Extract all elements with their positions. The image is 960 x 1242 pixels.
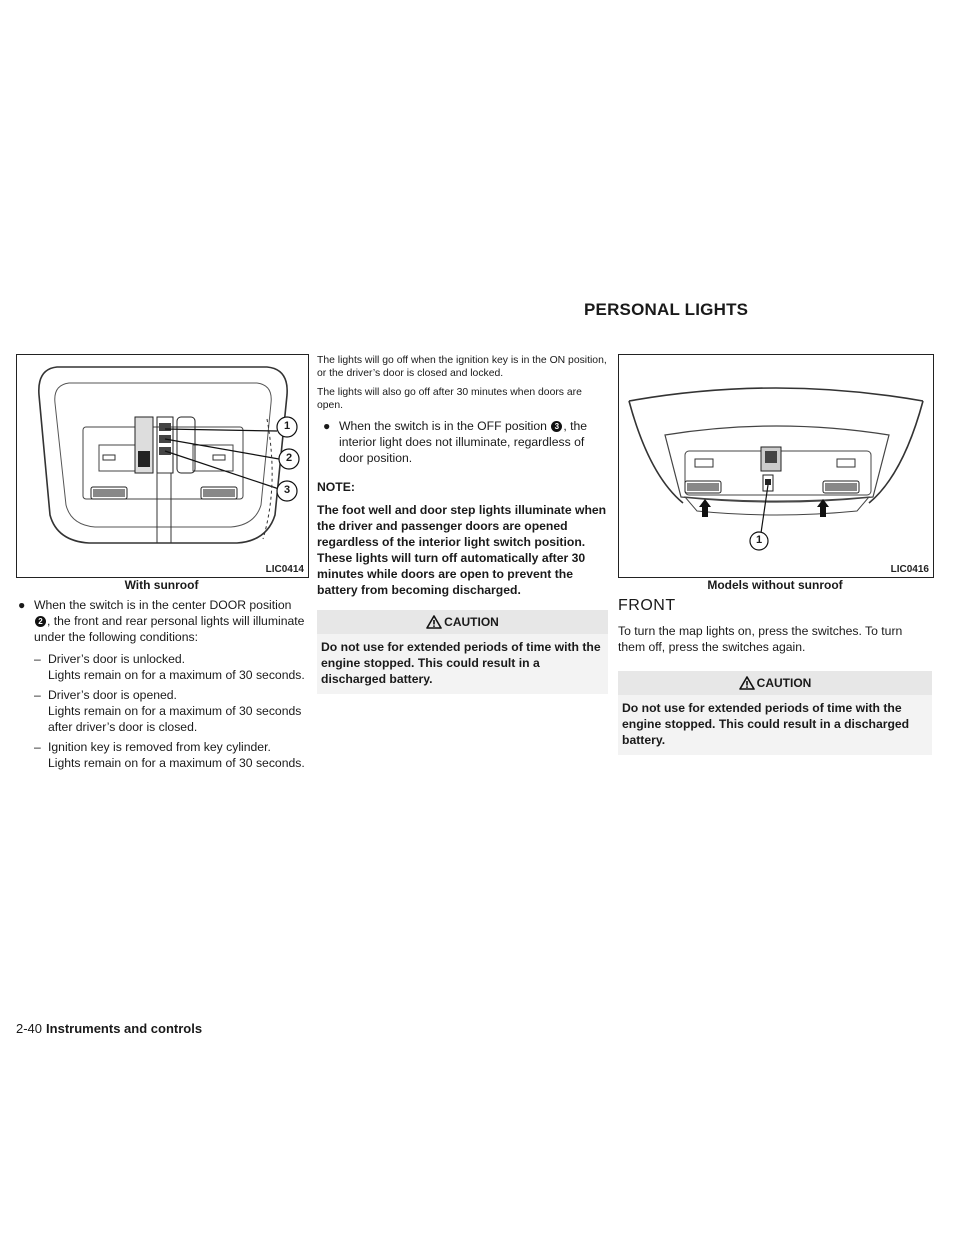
bullet-off-position: ● When the switch is in the OFF position 3 , the interior light does not illuminate, regardless of door position. xyxy=(323,419,588,465)
caution-text: Do not use for extended periods of time with the engine stopped. This could result in a discharged battery. xyxy=(618,695,932,755)
figure-caption-without-sunroof: Models without sunroof xyxy=(707,578,843,592)
warning-icon xyxy=(739,676,755,690)
caution-box xyxy=(618,671,932,755)
footer-section: Instruments and controls xyxy=(46,1021,203,1036)
column-1 xyxy=(16,597,307,771)
figure-with-sunroof xyxy=(16,354,309,578)
caution-box xyxy=(317,610,608,694)
ref-2-icon: 2 xyxy=(35,616,46,627)
page-footer xyxy=(16,1021,202,1036)
section-title: PERSONAL LIGHTS xyxy=(584,300,749,319)
note-heading: NOTE: xyxy=(317,480,355,494)
bullet-door-position: ● When the switch is in the center DOOR position 2 , the front and rear personal lights will illuminate under the following conditions: xyxy=(18,598,305,644)
paragraph: To turn the map lights on, press the switches. To turn them off, press the switches again. xyxy=(618,624,903,654)
ref-3-icon: 3 xyxy=(551,421,562,432)
figure-code: LIC0416 xyxy=(890,564,929,575)
paragraph: The lights will go off when the ignition key is in the ON position, or the driver’s door is closed and locked. xyxy=(317,355,607,379)
page-number: 2-40 xyxy=(16,1021,43,1036)
overhead-console-sunroof-illustration xyxy=(17,355,308,577)
figure-caption-with-sunroof: With sunroof xyxy=(124,578,199,592)
column-2 xyxy=(317,354,608,694)
callout-2: 2 xyxy=(285,452,293,464)
column-3 xyxy=(618,597,932,755)
condition-item: – Driver’s door is unlocked. Lights remain on for a maximum of 30 seconds. xyxy=(34,652,305,682)
figure-without-sunroof xyxy=(618,354,934,578)
figure-code: LIC0414 xyxy=(265,564,304,575)
callout-1: 1 xyxy=(755,534,763,546)
caution-text: Do not use for extended periods of time with the engine stopped. This could result in a discharged battery. xyxy=(317,634,608,694)
note-body: The foot well and door step lights illuminate when the driver and passenger doors are opened regardless of the interior light switch position. These lights will turn off automatically after 30 minutes while doors are open to prevent the battery from becoming discharged. xyxy=(317,503,607,597)
caution-header: CAUTION xyxy=(317,610,608,634)
front-heading: FRONT xyxy=(618,597,676,614)
caution-header: CAUTION xyxy=(618,671,932,695)
condition-item: – Driver’s door is opened. Lights remain on for a maximum of 30 seconds after driver’s door is closed. xyxy=(34,688,302,734)
bullet-mark: ● xyxy=(323,419,331,433)
callout-1: 1 xyxy=(283,420,291,432)
overhead-console-no-sunroof-illustration xyxy=(619,355,933,577)
paragraph: The lights will also go off after 30 minutes when doors are open. xyxy=(317,387,582,411)
bullet-mark: ● xyxy=(18,598,26,612)
warning-icon xyxy=(426,615,442,629)
condition-item: – Ignition key is removed from key cylinder. Lights remain on for a maximum of 30 seconds. xyxy=(34,740,305,770)
callout-3: 3 xyxy=(283,484,291,496)
